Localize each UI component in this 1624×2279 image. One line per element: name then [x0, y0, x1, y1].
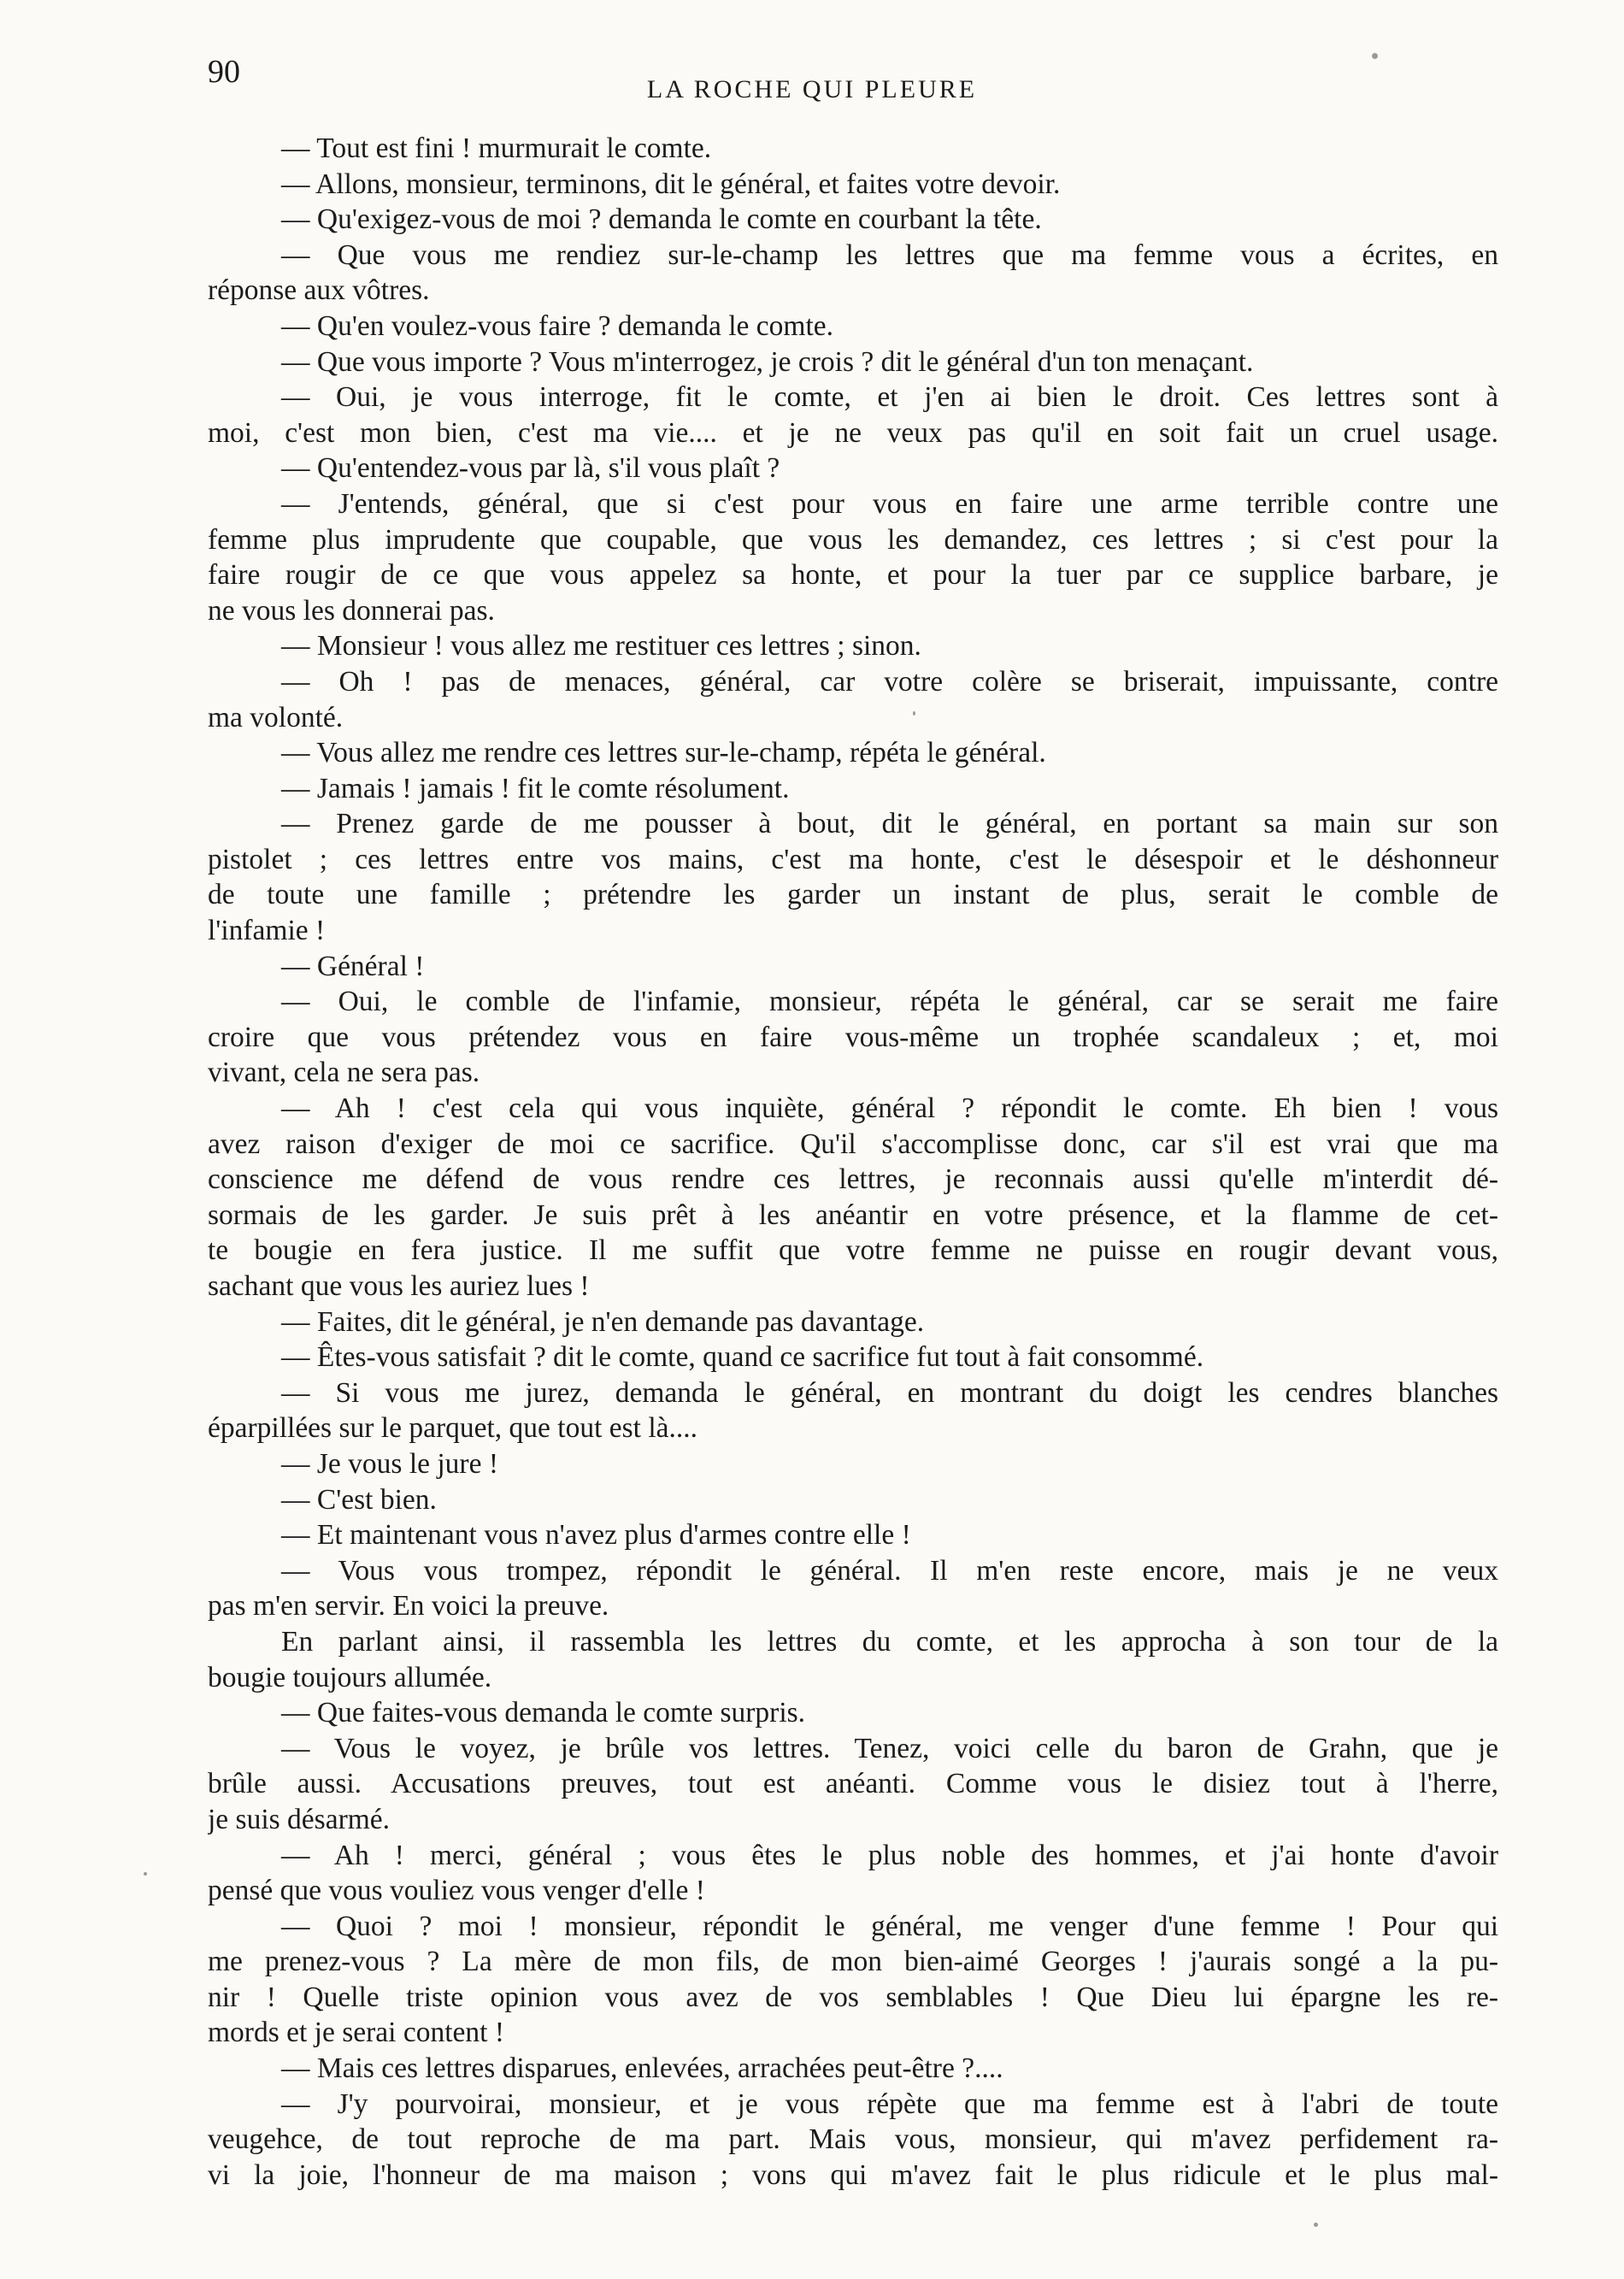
- text-line: — Qu'entendez-vous par là, s'il vous plaît ?: [281, 452, 780, 485]
- text-line: — C'est bien.: [281, 1483, 437, 1516]
- text-line: bougie toujours allumée.: [208, 1661, 492, 1693]
- text-line: réponse aux vôtres.: [208, 274, 430, 307]
- text-line: — Vous allez me rendre ces lettres sur-le-champ, répéta le général.: [281, 737, 1046, 769]
- text-line: femme plus imprudente que coupable, que vous les demandez, ces lettres ; si c'est pour la: [208, 523, 1498, 556]
- text-line: — Jamais ! jamais ! fit le comte résolument.: [281, 772, 790, 804]
- text-line: — Mais ces lettres disparues, enlevées, arrachées peut-être ?....: [281, 2052, 1003, 2085]
- text-line: — Ah ! c'est cela qui vous inquiète, général ? répondit le comte. Eh bien ! vous: [281, 1092, 1498, 1125]
- text-line: — Quoi ? moi ! monsieur, répondit le général, me venger d'une femme ! Pour qui: [281, 1910, 1498, 1942]
- text-line: — Oh ! pas de menaces, général, car votre colère se briserait, impuissante, contre: [281, 665, 1498, 698]
- text-line: — Si vous me jurez, demanda le général, en montrant du doigt les cendres blanches: [281, 1376, 1498, 1409]
- text-line: — Ah ! merci, général ; vous êtes le plus noble des hommes, et j'ai honte d'avoir: [281, 1839, 1498, 1871]
- text-line: — J'y pourvoirai, monsieur, et je vous répète que ma femme est à l'abri de toute: [281, 2088, 1498, 2120]
- running-head: LA ROCHE QUI PLEURE: [646, 75, 978, 103]
- text-line: de toute une famille ; prétendre les garder un instant de plus, serait le comble de: [208, 879, 1498, 911]
- text-line: pistolet ; ces lettres entre vos mains, c'est ma honte, c'est le désespoir et le déshonneur: [208, 843, 1498, 875]
- text-line: conscience me défend de vous rendre ces lettres, je reconnais aussi qu'elle m'interdit dé-: [208, 1163, 1498, 1196]
- text-line: — Qu'en voulez-vous faire ? demanda le comte.: [281, 309, 834, 342]
- text-line: te bougie en fera justice. Il me suffit que votre femme ne puisse en rougir devant vous,: [208, 1234, 1498, 1267]
- text-line: — Je vous le jure !: [281, 1447, 498, 1480]
- text-line: pas m'en servir. En voici la preuve.: [208, 1590, 609, 1622]
- text-line: En parlant ainsi, il rassembla les lettres du comte, et les approcha à son tour de la: [281, 1625, 1498, 1658]
- text-line: vivant, cela ne sera pas.: [208, 1057, 480, 1089]
- text-line: — Tout est fini ! murmurait le comte.: [281, 132, 712, 164]
- text-line: — Général !: [281, 950, 425, 982]
- text-line: sormais de les garder. Je suis prêt à les anéantir en votre présence, et la flamme de cet-: [208, 1198, 1498, 1231]
- text-line: — Allons, monsieur, terminons, dit le général, et faites votre devoir.: [281, 168, 1061, 200]
- text-line: — Faites, dit le général, je n'en demande pas davantage.: [281, 1305, 925, 1338]
- text-line: vi la joie, l'honneur de ma maison ; vons qui m'avez fait le plus ridicule et le plus mal-: [208, 2158, 1498, 2191]
- scan-speck: [1314, 2223, 1318, 2227]
- scan-speck: [913, 711, 915, 716]
- body-text: [208, 131, 1498, 2193]
- text-line: — Êtes-vous satisfait ? dit le comte, quand ce sacrifice fut tout à fait consommé.: [281, 1341, 1204, 1374]
- text-line: l'infamie !: [208, 915, 326, 947]
- text-line: pensé que vous vouliez vous venger d'elle !: [208, 1875, 705, 1907]
- scan-speck: [144, 1872, 147, 1876]
- text-line: — Qu'exigez-vous de moi ? demanda le comte en courbant la tête.: [281, 203, 1042, 236]
- text-line: — Vous le voyez, je brûle vos lettres. Tenez, voici celle du baron de Grahn, que je: [281, 1732, 1498, 1764]
- text-line: sachant que vous les auriez lues !: [208, 1270, 590, 1302]
- scan-speck: [1372, 53, 1378, 59]
- text-line: — Vous vous trompez, répondit le général. Il m'en reste encore, mais je ne veux: [281, 1554, 1498, 1587]
- text-line: — J'entends, général, que si c'est pour vous en faire une arme terrible contre une: [281, 487, 1498, 520]
- text-line: — Que faites-vous demanda le comte surpris.: [281, 1697, 806, 1729]
- text-line: ne vous les donnerai pas.: [208, 594, 495, 627]
- text-line: croire que vous prétendez vous en faire vous-même un trophée scandaleux ; et, moi: [208, 1021, 1498, 1053]
- text-line: — Oui, le comble de l'infamie, monsieur, répéta le général, car se serait me faire: [281, 986, 1498, 1018]
- text-line: ma volonté.: [208, 701, 344, 733]
- text-line: — Monsieur ! vous allez me restituer ces lettres ; sinon.: [281, 630, 921, 662]
- text-line: mords et je serai content !: [208, 2017, 504, 2049]
- text-line: veugehce, de tout reproche de ma part. Mais vous, monsieur, qui m'avez perfidement ra-: [208, 2123, 1498, 2156]
- text-line: — Que vous importe ? Vous m'interrogez, je crois ? dit le général d'un ton menaçant.: [281, 345, 1254, 378]
- text-line: brûle aussi. Accusations preuves, tout est anéanti. Comme vous le disiez tout à l'herre,: [208, 1768, 1498, 1800]
- text-line: nir ! Quelle triste opinion vous avez de vos semblables ! Que Dieu lui épargne les re-: [208, 1981, 1498, 2013]
- text-line: — Prenez garde de me pousser à bout, dit le général, en portant sa main sur son: [281, 808, 1498, 840]
- text-line: moi, c'est mon bien, c'est ma vie.... et je ne veux pas qu'il en soit fait un cruel usage.: [208, 416, 1498, 449]
- text-line: éparpillées sur le parquet, que tout est là....: [208, 1412, 698, 1445]
- text-line: faire rougir de ce que vous appelez sa honte, et pour la tuer par ce supplice barbare, je: [208, 559, 1498, 592]
- text-line: — Oui, je vous interroge, fit le comte, et j'en ai bien le droit. Ces lettres sont à: [281, 381, 1498, 414]
- text-line: me prenez-vous ? La mère de mon fils, de mon bien-aimé Georges ! j'aurais songé a la pu-: [208, 1946, 1498, 1978]
- text-line: avez raison d'exiger de moi ce sacrifice. Qu'il s'accomplisse donc, car s'il est vrai que ma: [208, 1128, 1498, 1160]
- page-number: 90: [208, 54, 240, 90]
- text-line: je suis désarmé.: [208, 1803, 391, 1835]
- text-line: — Et maintenant vous n'avez plus d'armes contre elle !: [281, 1519, 911, 1552]
- text-line: — Que vous me rendiez sur-le-champ les lettres que ma femme vous a écrites, en: [281, 238, 1498, 271]
